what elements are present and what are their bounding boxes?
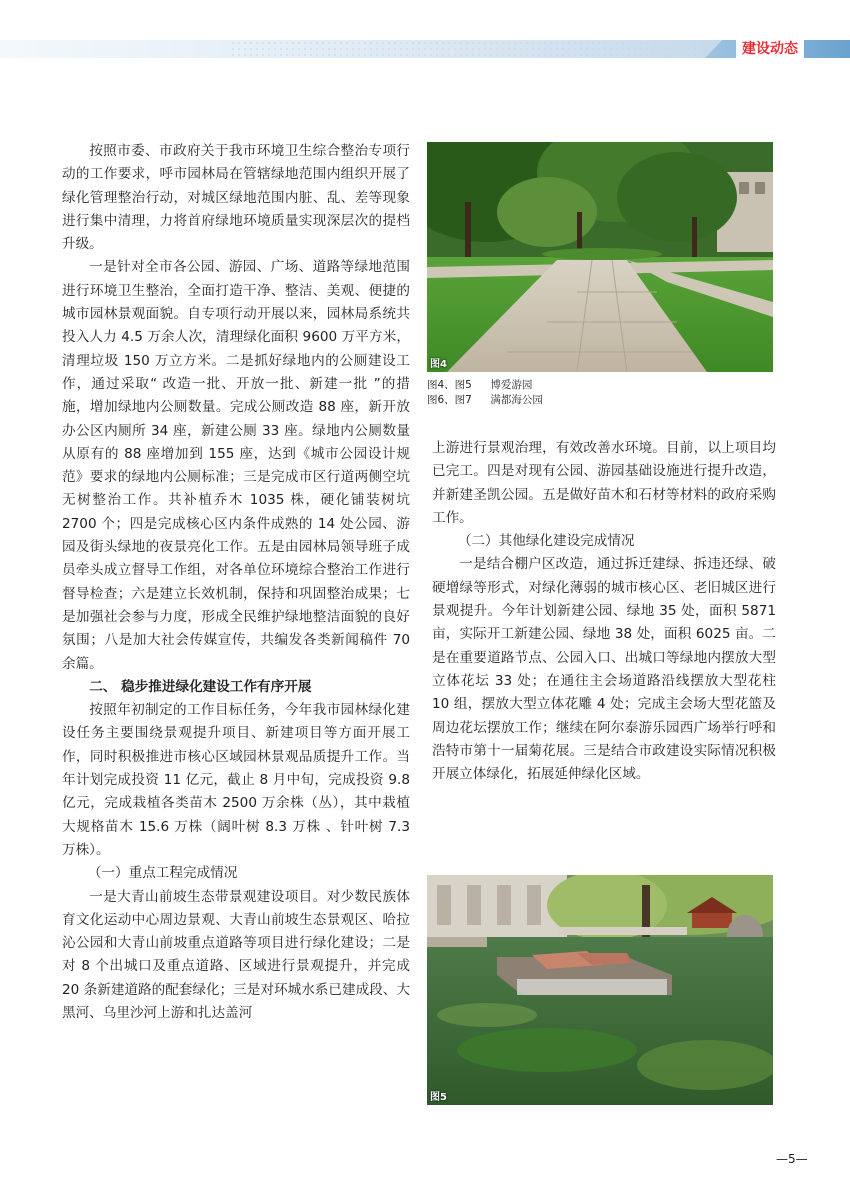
right-text-column	[432, 437, 776, 786]
caption-location: 博爱游园	[490, 379, 533, 391]
section-heading: 二、 稳步推进绿化建设工作有序开展	[89, 678, 312, 695]
paragraph: 上游进行景观治理，有效改善水环境。目前，以上项目均已完工。四是对现有公园、游园基础设施进行提升改造，并新建圣凯公园。五是做好苗木和石材等材料的政府采购工作。	[432, 440, 776, 526]
caption-line-1	[427, 378, 543, 393]
section-heading: （一）重点工程完成情况	[87, 865, 238, 882]
section-heading: （二）其他绿化建设完成情况	[457, 533, 635, 550]
photo-fountain-pond	[427, 875, 773, 1105]
page-number: —5—	[776, 1152, 808, 1166]
photo-label-5: 图5	[430, 1092, 447, 1103]
paragraph: 一是针对全市各公园、游园、广场、道路等绿地范围进行环境卫生整治，全面打造干净、整洁、美观、便捷的城市园林景观面貌。自专项行动开展以来，园林局系统共投入人力 4.5 万余人次，清理绿化面积 9600 万平方米，清理垃圾 150 万立方米。二是抓好绿地内的公厕建设工作，通过采取“ 改造一批、开放一批、新建一批 ”的措施，增加绿地内公厕数量。完成公厕改造 88 座，新开放办公区内厕所 34 座，新建公厕 33 座。绿地内公厕数量从原有的 88 座增加到 155 座，达到《城市公园设计规范》要求的绿地内公厕标准；三是完成市区行道两侧空坑无树整治工作。共补植乔木 1035 株，硬化铺装树坑 2700 个；四是完成核心区内条件成熟的 14 处公园、游园及街头绿地的夜景亮化工作。五是由园林局领导班子成员牵头成立督导工作组，对各单位环境综合整治工作进行督导检查；六是建立长效机制，保持和巩固整治成果；七是加强社会参与力度，形成全民维护绿地整洁面貌的良好氛围；八是加大社会传媒宣传，共编发各类新闻稿件 70 余篇。	[62, 259, 410, 672]
photo-captions	[427, 378, 543, 408]
left-text-column	[62, 140, 410, 1025]
section-label: 建设动态	[736, 39, 804, 59]
photo-fountain-pond-image	[427, 875, 773, 1105]
caption-figure-numbers: 图6、图7	[427, 394, 472, 406]
paragraph: 一是大青山前坡生态带景观建设项目。对少数民族体育文化运动中心周边景观、大青山前坡生态景观区、哈拉沁公园和大青山前坡重点道路等项目进行绿化建设；二是对 8 个出城口及重点道路、区域进行景观提升，并完成 20 条新建道路的配套绿化；三是对环城水系已建成段、大黑河、乌里沙河上游和扎达盖河	[62, 888, 410, 1021]
photo-label-4: 图4	[430, 359, 447, 370]
caption-figure-numbers: 图4、图5	[427, 379, 472, 391]
header-dot-pattern	[230, 40, 730, 58]
paragraph: 一是结合棚户区改造，通过拆迁建绿、拆违还绿、破硬增绿等形式，对绿化薄弱的城市核心区、老旧城区进行景观提升。今年计划新建公园、绿地 35 处，面积 5871 亩，实际开工新建公园、绿地 38 处，面积 6025 亩。二是在重要道路节点、公园入口、出城口等绿地内摆放大型立体花坛 33 处；在通往主会场道路沿线摆放大型花柱 10 组，摆放大型立体花雕 4 处；完成主会场大型花篮及周边花坛摆放工作；继续在阿尔泰游乐园西广场举行呼和浩特市第十一届菊花展。三是结合市政建设实际情况积极开展立体绿化，拓展延伸绿化区域。	[432, 556, 776, 783]
photo-park-path	[427, 142, 773, 372]
photo-park-path-image	[427, 142, 773, 372]
caption-line-2	[427, 393, 543, 408]
caption-location: 满都海公园	[490, 394, 543, 406]
paragraph: 按照年初制定的工作目标任务，今年我市园林绿化建设任务主要围绕景观提升项目、新建项目等方面开展工作，同时积极推进市核心区域园林景观品质提升工作。当年计划完成投资 11 亿元，截止 8 月中旬，完成投资 9.8 亿元，完成栽植各类苗木 2500 万余株（丛），其中栽植大规格苗木 15.6 万株（阔叶树 8.3 万株 、针叶树 7.3 万株）。	[62, 702, 410, 858]
paragraph: 按照市委、市政府关于我市环境卫生综合整治专项行动的工作要求，呼市园林局在管辖绿地范围内组织开展了绿化管理整治行动，对城区绿地范围内脏、乱、差等现象进行集中清理，力将首府绿地环境质量实现深层次的提档升级。	[62, 143, 410, 253]
